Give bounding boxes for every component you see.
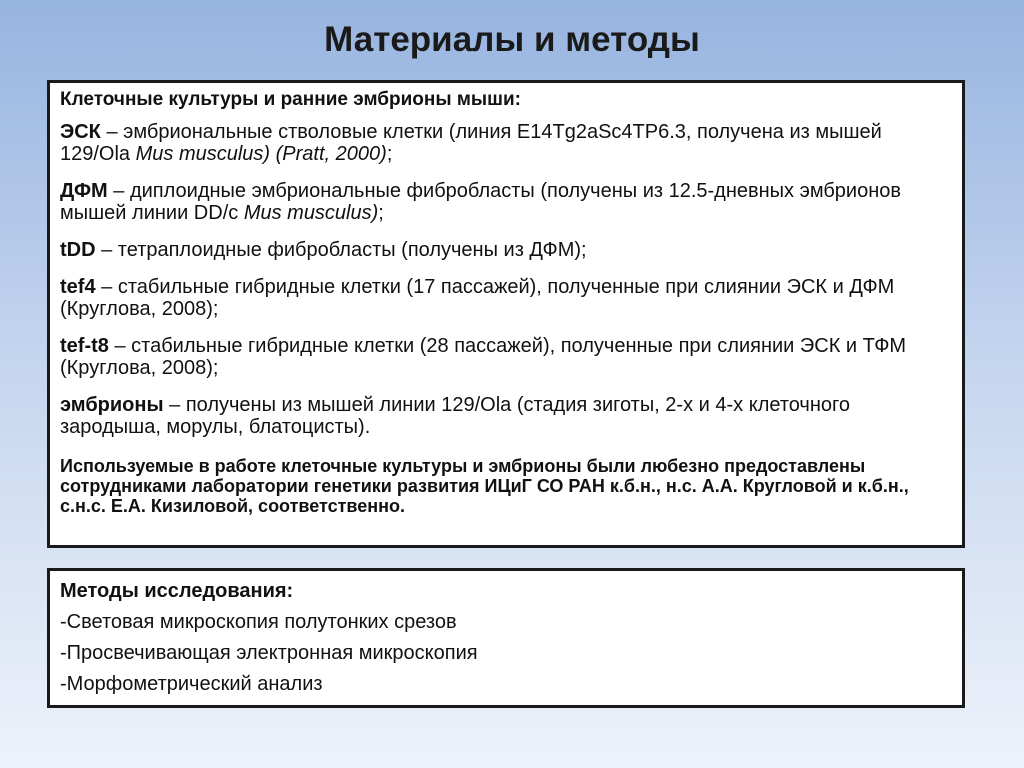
entry-term: ЭСК [60, 121, 101, 143]
entry-tef-t8 [60, 335, 952, 379]
entry-term: tef4 [60, 276, 96, 298]
entry-separator: – [100, 121, 124, 143]
entry-embryos [60, 394, 952, 438]
entry-text: эмбриональные стволовые клетки (линия E14Tg2aSc4TP6.3, получена из мышей 129/Ola [60, 121, 882, 165]
entry-term: tef-t8 [60, 335, 109, 357]
acknowledgement-note: Используемые в работе клеточные культуры и эмбрионы были любезно предоставлены сотрудниками лаборатории генетики развития ИЦиГ СО РАН к.б.н., н.с. А.А. Кругловой и к.б.н., с.н.с. Е.А. Кизиловой, соответственно. [60, 456, 909, 516]
entry-tdd [60, 239, 952, 261]
entry-separator: – [95, 276, 118, 298]
method-item: -Морфометрический анализ [60, 673, 323, 695]
entry-text: получены из мышей линии 129/Ola (стадия зиготы, 2-х и 4-х клеточного зародыша, морулы, блатоцисты). [60, 394, 851, 438]
entry-term: tDD [60, 239, 96, 261]
entry-separator: – [107, 180, 130, 202]
entry-species: Mus musculus) [243, 202, 379, 224]
methods-heading: Методы исследования: [60, 580, 294, 602]
entry-term: ДФМ [60, 180, 108, 202]
method-item: -Просвечивающая электронная микроскопия [60, 642, 478, 664]
entry-separator: – [108, 335, 132, 357]
entry-species: Mus musculus) (Pratt, 2000) [135, 143, 387, 165]
slide-title: Материалы и методы [324, 20, 700, 59]
entry-text: тетраплоидные фибробласты (получены из ДФМ); [117, 239, 587, 261]
entry-tef4 [60, 276, 952, 320]
entry-separator: – [95, 239, 118, 261]
entry-separator: – [163, 394, 186, 416]
entry-esk [60, 121, 952, 165]
cultures-panel [47, 80, 965, 548]
cultures-heading: Клеточные культуры и ранние эмбрионы мыши: [60, 89, 522, 110]
entry-dfm [60, 180, 952, 224]
entry-end: ; [378, 202, 384, 224]
entry-term: эмбрионы [60, 394, 164, 416]
entry-text: стабильные гибридные клетки (28 пассажей), полученные при слиянии ЭСК и ТФМ (Круглова, 2008); [60, 335, 907, 379]
entry-text: стабильные гибридные клетки (17 пассажей), полученные при слиянии ЭСК и ДФМ (Круглова, 2008); [60, 276, 895, 320]
entry-end: ; [386, 143, 393, 165]
entry-text: диплоидные эмбриональные фибробласты (получены из 12.5-дневных эмбрионов мышей линии DD/c [60, 180, 902, 224]
methods-panel [47, 568, 965, 708]
method-item: -Световая микроскопия полутонких срезов [60, 611, 457, 633]
